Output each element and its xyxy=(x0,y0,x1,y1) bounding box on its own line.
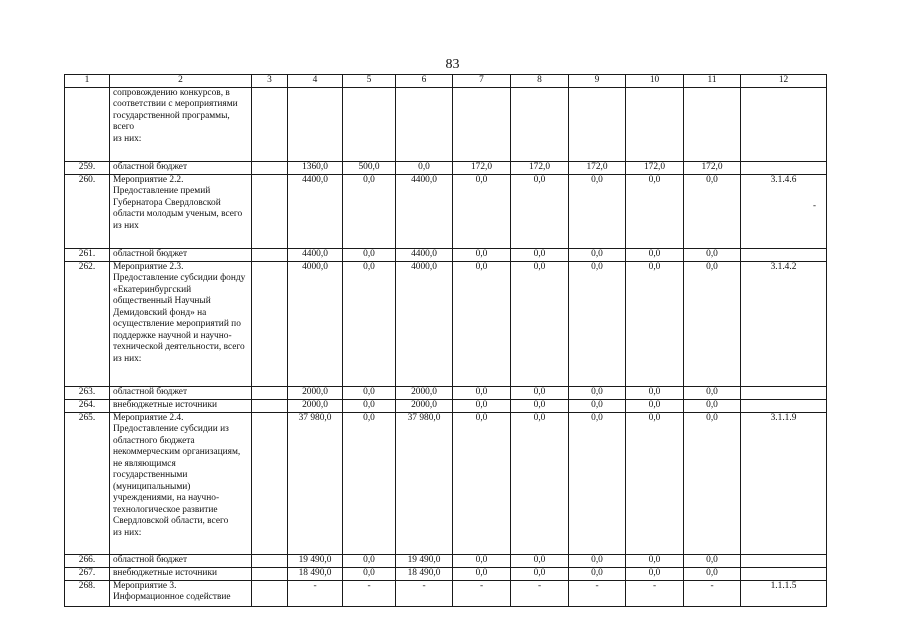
column-header-8: 8 xyxy=(511,75,569,88)
column-header-11: 11 xyxy=(684,75,741,88)
value-cell xyxy=(252,174,288,248)
value-cell: 0,0 xyxy=(453,567,511,580)
value-cell xyxy=(343,87,396,161)
value-cell: 0,0 xyxy=(626,399,684,412)
value-cell: 0,0 xyxy=(396,161,453,174)
row-number-cell: 260. xyxy=(65,174,110,248)
value-cell: - xyxy=(569,580,626,606)
description-cell: областной бюджет xyxy=(110,554,252,567)
value-cell: 0,0 xyxy=(684,248,741,261)
value-cell xyxy=(252,554,288,567)
value-cell xyxy=(252,161,288,174)
value-cell: - xyxy=(343,580,396,606)
value-cell: 0,0 xyxy=(626,261,684,386)
value-cell: 0,0 xyxy=(511,261,569,386)
table-row xyxy=(65,412,827,554)
value-cell: 0,0 xyxy=(626,248,684,261)
value-cell: 0,0 xyxy=(511,567,569,580)
value-cell: 4000,0 xyxy=(288,261,343,386)
value-cell: 0,0 xyxy=(569,412,626,554)
value-cell xyxy=(453,87,511,161)
value-cell: 0,0 xyxy=(511,248,569,261)
row-number-cell: 262. xyxy=(65,261,110,386)
value-cell xyxy=(252,399,288,412)
value-cell: 3.1.4.6 xyxy=(741,174,827,248)
description-cell: областной бюджет xyxy=(110,386,252,399)
value-cell: 3.1.1.9 xyxy=(741,412,827,554)
column-header-3: 3 xyxy=(252,75,288,88)
description-cell: областной бюджет xyxy=(110,248,252,261)
column-header-row xyxy=(65,75,827,88)
value-cell: 0,0 xyxy=(511,399,569,412)
table-row xyxy=(65,580,827,606)
value-cell: 0,0 xyxy=(453,554,511,567)
row-number-cell: 266. xyxy=(65,554,110,567)
value-cell: 172,0 xyxy=(453,161,511,174)
value-cell: 0,0 xyxy=(684,261,741,386)
value-cell: 0,0 xyxy=(343,248,396,261)
value-cell: 18 490,0 xyxy=(396,567,453,580)
value-cell: 0,0 xyxy=(343,261,396,386)
description-cell: Мероприятие 2.2. Предоставление премий Губернатора Свердловской области молодым ученым, всего из них xyxy=(110,174,252,248)
value-cell: 0,0 xyxy=(684,412,741,554)
value-cell: 4400,0 xyxy=(396,174,453,248)
value-cell: 172,0 xyxy=(511,161,569,174)
row-number-cell: 263. xyxy=(65,386,110,399)
row-number-cell xyxy=(65,87,110,161)
value-cell: 0,0 xyxy=(511,174,569,248)
row-number-cell: 267. xyxy=(65,567,110,580)
value-cell: 0,0 xyxy=(453,248,511,261)
value-cell: 37 980,0 xyxy=(288,412,343,554)
value-cell: - xyxy=(288,580,343,606)
value-cell: 19 490,0 xyxy=(396,554,453,567)
value-cell: 172,0 xyxy=(569,161,626,174)
column-header-2: 2 xyxy=(110,75,252,88)
table-row xyxy=(65,248,827,261)
value-cell: 0,0 xyxy=(569,567,626,580)
value-cell xyxy=(741,386,827,399)
value-cell xyxy=(252,261,288,386)
value-cell xyxy=(252,567,288,580)
description-cell: Мероприятие 3. Информационное содействие xyxy=(110,580,252,606)
value-cell: - xyxy=(453,580,511,606)
value-cell: 1360,0 xyxy=(288,161,343,174)
description-cell: внебюджетные источники xyxy=(110,399,252,412)
stray-mark: - xyxy=(813,200,816,210)
value-cell xyxy=(741,248,827,261)
value-cell xyxy=(684,87,741,161)
value-cell: 0,0 xyxy=(626,412,684,554)
column-header-6: 6 xyxy=(396,75,453,88)
value-cell: 3.1.4.2 xyxy=(741,261,827,386)
table-row xyxy=(65,554,827,567)
value-cell: - xyxy=(626,580,684,606)
value-cell: - xyxy=(396,580,453,606)
value-cell: 0,0 xyxy=(453,261,511,386)
value-cell: 19 490,0 xyxy=(288,554,343,567)
value-cell xyxy=(626,87,684,161)
value-cell: 0,0 xyxy=(343,412,396,554)
value-cell: 0,0 xyxy=(684,174,741,248)
value-cell xyxy=(511,87,569,161)
value-cell: 0,0 xyxy=(343,174,396,248)
page-number: 83 xyxy=(445,57,460,72)
value-cell: 0,0 xyxy=(684,386,741,399)
column-header-4: 4 xyxy=(288,75,343,88)
value-cell: 0,0 xyxy=(684,554,741,567)
value-cell: 0,0 xyxy=(343,554,396,567)
value-cell: 0,0 xyxy=(626,174,684,248)
value-cell: 0,0 xyxy=(569,386,626,399)
value-cell: 1.1.1.5 xyxy=(741,580,827,606)
description-cell: Мероприятие 2.4. Предоставление субсидии из областного бюджета некоммерческим организациям, не являющимся государственными (муниципальными) учреждениями, на научно-технологическое развитие Свердловской области, всего из них: xyxy=(110,412,252,554)
table-row xyxy=(65,87,827,161)
value-cell: 2000,0 xyxy=(396,386,453,399)
value-cell xyxy=(252,412,288,554)
table-row xyxy=(65,161,827,174)
value-cell: 0,0 xyxy=(511,386,569,399)
description-cell: внебюджетные источники xyxy=(110,567,252,580)
column-header-7: 7 xyxy=(453,75,511,88)
value-cell xyxy=(741,567,827,580)
value-cell xyxy=(741,554,827,567)
value-cell xyxy=(569,87,626,161)
value-cell xyxy=(252,580,288,606)
value-cell: 0,0 xyxy=(626,386,684,399)
row-number-cell: 268. xyxy=(65,580,110,606)
value-cell: 0,0 xyxy=(569,554,626,567)
description-cell: сопровождению конкурсов, в соответствии с мероприятиями государственной программы, всего из них: xyxy=(110,87,252,161)
value-cell: 2000,0 xyxy=(288,399,343,412)
value-cell xyxy=(252,248,288,261)
row-number-cell: 264. xyxy=(65,399,110,412)
value-cell: 0,0 xyxy=(343,567,396,580)
value-cell xyxy=(288,87,343,161)
value-cell: 4000,0 xyxy=(396,261,453,386)
value-cell xyxy=(741,87,827,161)
value-cell: 2000,0 xyxy=(396,399,453,412)
value-cell: 18 490,0 xyxy=(288,567,343,580)
value-cell: 0,0 xyxy=(343,386,396,399)
column-header-9: 9 xyxy=(569,75,626,88)
description-cell: областной бюджет xyxy=(110,161,252,174)
value-cell: 0,0 xyxy=(626,567,684,580)
value-cell: 4400,0 xyxy=(288,248,343,261)
value-cell: 4400,0 xyxy=(288,174,343,248)
value-cell xyxy=(252,386,288,399)
value-cell: 0,0 xyxy=(453,412,511,554)
row-number-cell: 261. xyxy=(65,248,110,261)
value-cell: 172,0 xyxy=(684,161,741,174)
column-header-5: 5 xyxy=(343,75,396,88)
value-cell: 37 980,0 xyxy=(396,412,453,554)
value-cell: - xyxy=(684,580,741,606)
table-row xyxy=(65,399,827,412)
value-cell xyxy=(252,87,288,161)
value-cell: 0,0 xyxy=(569,399,626,412)
value-cell: 0,0 xyxy=(453,174,511,248)
value-cell: 0,0 xyxy=(453,399,511,412)
value-cell: 0,0 xyxy=(684,399,741,412)
value-cell: 0,0 xyxy=(684,567,741,580)
column-header-10: 10 xyxy=(626,75,684,88)
value-cell: 0,0 xyxy=(569,261,626,386)
table-row xyxy=(65,386,827,399)
table-row xyxy=(65,261,827,386)
description-cell: Мероприятие 2.3. Предоставление субсидии фонду «Екатеринбургский общественный Научный Демидовский фонд» на осуществление мероприятий по поддержке научной и научно-технической деятельности, всего из них: xyxy=(110,261,252,386)
value-cell xyxy=(741,399,827,412)
value-cell: 0,0 xyxy=(453,386,511,399)
value-cell: 4400,0 xyxy=(396,248,453,261)
value-cell: 0,0 xyxy=(626,554,684,567)
value-cell: 0,0 xyxy=(569,174,626,248)
budget-table xyxy=(64,74,827,607)
value-cell: 0,0 xyxy=(511,554,569,567)
table-row xyxy=(65,567,827,580)
row-number-cell: 265. xyxy=(65,412,110,554)
table-row xyxy=(65,174,827,248)
value-cell xyxy=(741,161,827,174)
value-cell: 500,0 xyxy=(343,161,396,174)
value-cell xyxy=(396,87,453,161)
value-cell: 2000,0 xyxy=(288,386,343,399)
value-cell: 0,0 xyxy=(569,248,626,261)
value-cell: 0,0 xyxy=(343,399,396,412)
column-header-12: 12 xyxy=(741,75,827,88)
value-cell: - xyxy=(511,580,569,606)
column-header-1: 1 xyxy=(65,75,110,88)
value-cell: 172,0 xyxy=(626,161,684,174)
value-cell: 0,0 xyxy=(511,412,569,554)
row-number-cell: 259. xyxy=(65,161,110,174)
